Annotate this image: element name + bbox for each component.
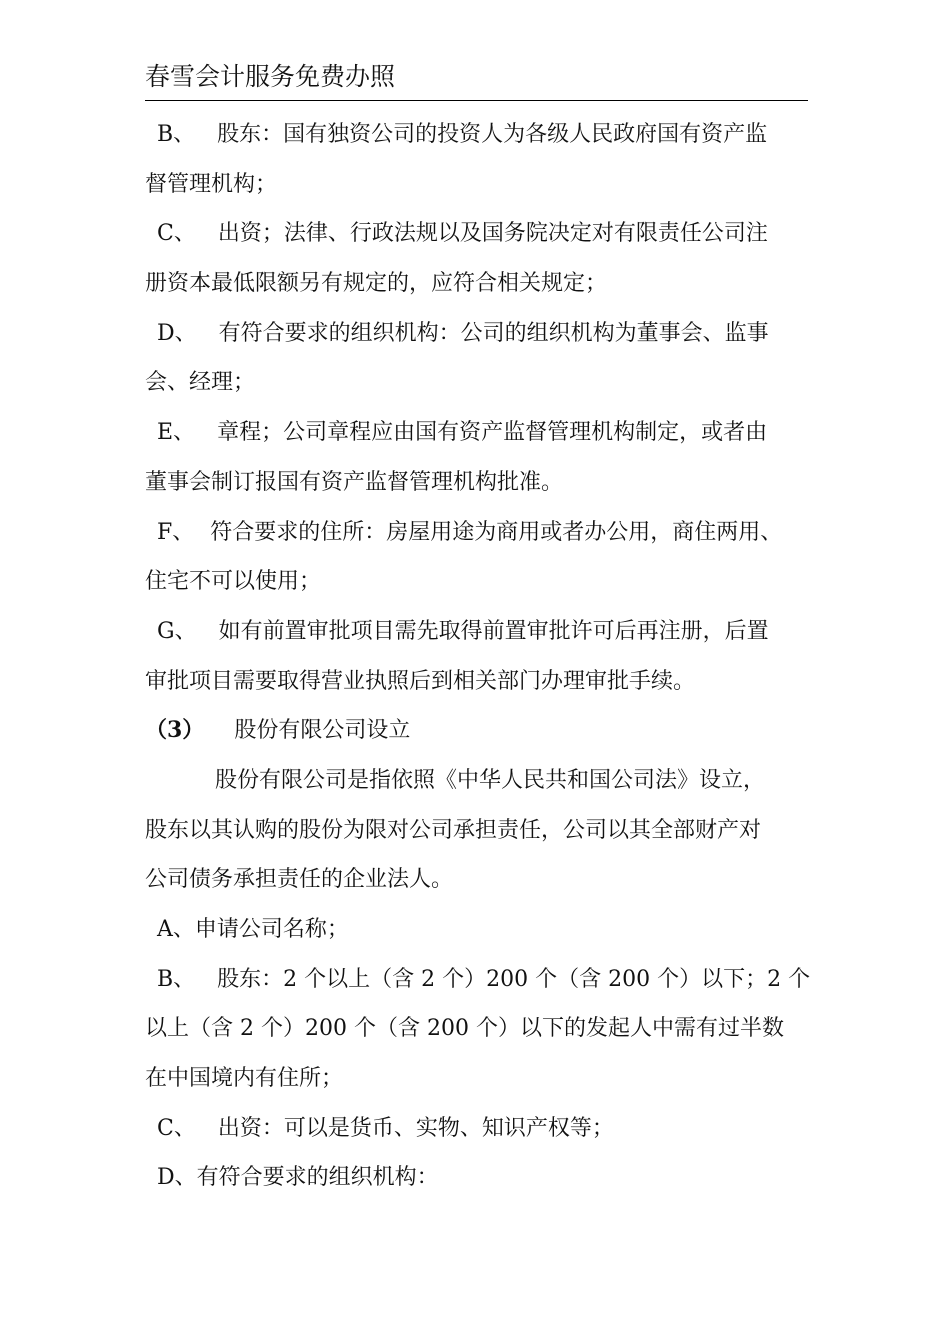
item-b-shareholder (145, 110, 808, 160)
item-b-shareholder-cont: 督管理机构； (145, 171, 278, 197)
item-b-shareholder-count (145, 955, 811, 1005)
item-d-organization (145, 309, 808, 359)
item-c-contribution (145, 1104, 808, 1154)
item-e-charter (145, 408, 808, 458)
page-header-title: 春雪会计服务免费办照 (145, 62, 396, 91)
paragraph-definition: 股份有限公司是指依照《中华人民共和国公司法》设立， (215, 767, 766, 793)
item-marker: C、 (157, 221, 196, 247)
item-f-residence-cont: 住宅不可以使用； (145, 569, 322, 595)
item-marker: B、 (157, 966, 196, 992)
section-title: 股份有限公司设立 (234, 718, 411, 744)
item-marker: E、 (157, 420, 196, 446)
item-text: 如有前置审批项目需先取得前置审批许可后再注册，后置 (218, 618, 769, 644)
item-b-shareholder-count-cont: 以上（含 2 个）200 个（含 200 个）以下的发起人中需有过半数 (145, 1016, 784, 1042)
item-text: 符合要求的住所：房屋用途为商用或者办公用，商住两用、 (210, 519, 783, 545)
item-text: 出资：可以是货币、实物、知识产权等； (217, 1115, 614, 1141)
item-marker: D、 (157, 320, 197, 346)
item-f-residence (145, 508, 808, 558)
item-marker: G、 (157, 618, 197, 644)
item-a-company-name: A、申请公司名称； (157, 917, 349, 942)
document-body (145, 110, 811, 1203)
item-d-organization-cont: 会、经理； (145, 370, 256, 396)
item-e-charter-cont: 董事会制订报国有资产监督管理机构批准。 (145, 469, 564, 495)
item-d-organization-requirement: D、有符合要求的组织机构： (157, 1165, 439, 1191)
section-number: （3） (145, 717, 205, 744)
item-text: 章程；公司章程应由国有资产监督管理机构制定，或者由 (217, 420, 768, 446)
paragraph-definition-cont: 公司债务承担责任的企业法人。 (145, 867, 454, 893)
item-marker: B、 (157, 122, 196, 147)
item-text: 出资；法律、行政法规以及国务院决定对有限责任公司注 (217, 221, 768, 247)
item-text: 有符合要求的组织机构：公司的组织机构为董事会、监事 (218, 320, 769, 346)
item-marker: C、 (157, 1115, 196, 1141)
item-c-capital-cont: 册资本最低限额另有规定的，应符合相关规定； (145, 271, 608, 297)
paragraph-definition-cont: 股东以其认购的股份为限对公司承担责任，公司以其全部财产对 (145, 817, 762, 843)
section-heading-3 (145, 706, 808, 756)
item-marker: F、 (157, 519, 195, 545)
item-b-shareholder-count-cont: 在中国境内有住所； (145, 1066, 344, 1092)
item-text: 股东：2 个以上（含 2 个）200 个（含 200 个）以下；2 个 (217, 966, 811, 992)
header-divider (145, 100, 808, 101)
item-g-approval-cont: 审批项目需要取得营业执照后到相关部门办理审批手续。 (145, 668, 696, 694)
item-text: 股东：国有独资公司的投资人为各级人民政府国有资产监 (217, 122, 768, 147)
item-g-approval (145, 607, 808, 657)
item-c-capital (145, 209, 808, 259)
